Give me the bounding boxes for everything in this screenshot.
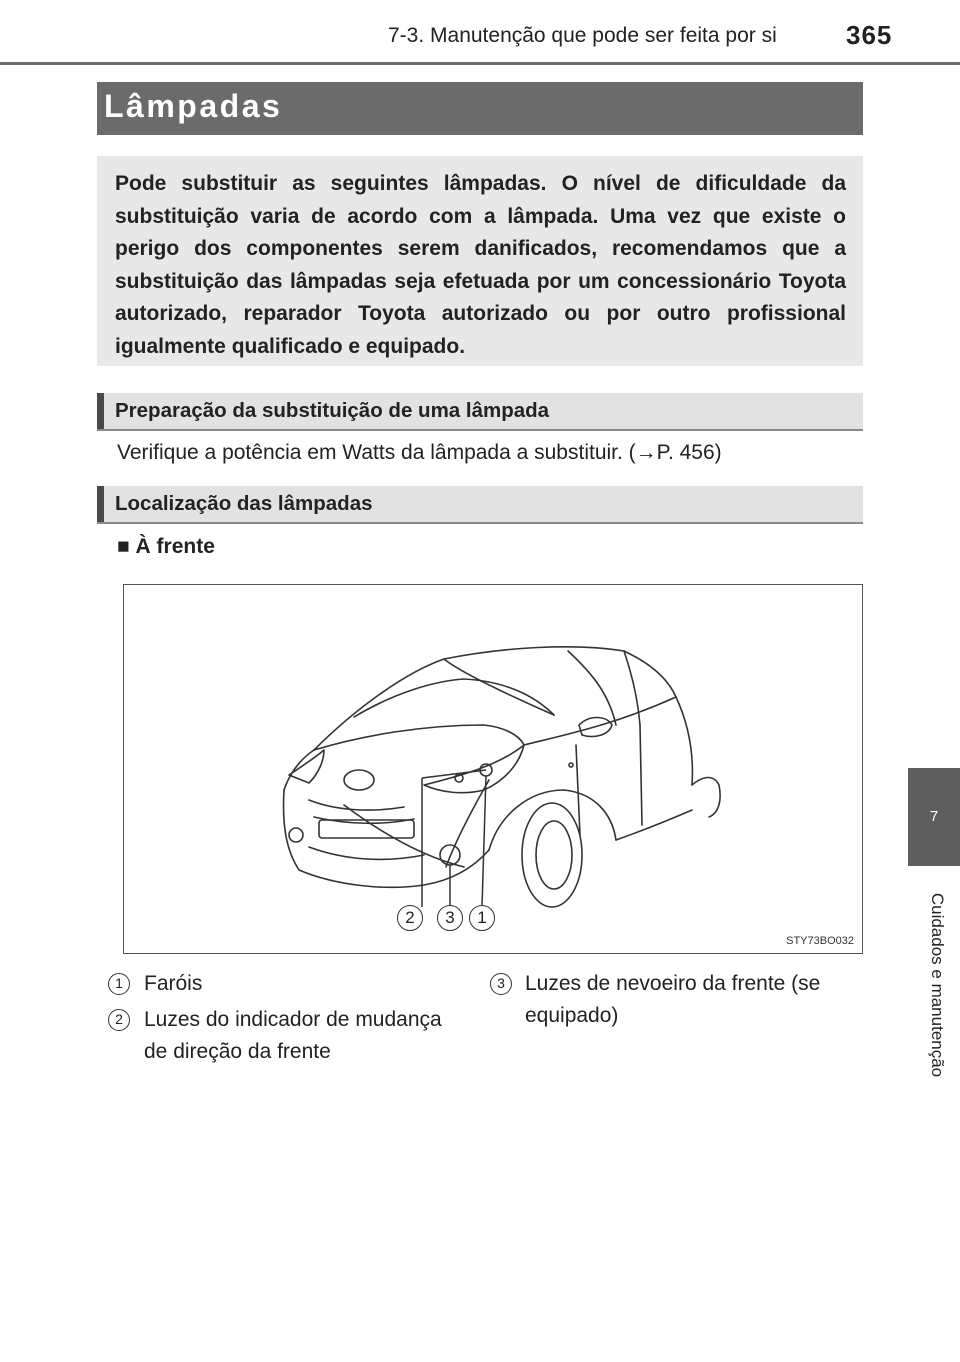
heading-marker xyxy=(97,486,104,522)
section-heading-preparation xyxy=(97,393,863,431)
bullet-heading-text: À frente xyxy=(135,535,215,558)
chapter-label: Cuidados e manutenção xyxy=(928,892,947,1078)
intro-box xyxy=(97,156,863,366)
body-text: Verifique a potência em Watts da lâmpada a substituir. (→P. 456) xyxy=(117,441,722,464)
page-title: Lâmpadas xyxy=(104,88,283,124)
chapter-tab xyxy=(908,768,960,866)
square-bullet-icon: ■ xyxy=(117,535,130,558)
legend-text-1: Faróis xyxy=(144,972,203,995)
legend-number-3: 3 xyxy=(490,973,512,995)
section-heading-location xyxy=(97,486,863,524)
header-rule xyxy=(0,62,960,65)
chapter-number: 7 xyxy=(929,808,939,825)
intro-text: Pode substituir as seguintes lâmpadas. O nível de dificuldade da substituição varia de acordo com a lâmpada. Uma vez que existe o perigo dos componentes serem danificados, recomendamos que a substituição das lâmpadas seja efetuada por um concessionário Toyota autorizado, reparador Toyota autorizado ou por outro profissional igualmente qualificado e equipado. xyxy=(115,172,846,358)
legend-text-2: Luzes do indicador de mudança de direção da frente xyxy=(144,1008,442,1063)
running-header: 7-3. Manutenção que pode ser feita por si xyxy=(388,24,777,47)
heading-marker xyxy=(97,393,104,429)
car-front-illustration xyxy=(123,584,863,954)
legend-number-1: 1 xyxy=(108,973,130,995)
legend-number-2: 2 xyxy=(108,1009,130,1031)
figure-code: STY73BO032 xyxy=(786,935,854,947)
callout-2: 2 xyxy=(397,905,423,931)
section-heading-text: Preparação da substituição de uma lâmpada xyxy=(115,399,550,422)
bullet-heading xyxy=(117,535,215,559)
page-number: 365 xyxy=(846,20,893,50)
car-line-drawing xyxy=(124,585,864,955)
legend-text-3: Luzes de nevoeiro da frente (se equipado) xyxy=(525,972,821,1027)
title-bar xyxy=(97,82,863,135)
callout-3: 3 xyxy=(437,905,463,931)
callout-1: 1 xyxy=(469,905,495,931)
section-heading-text: Localização das lâmpadas xyxy=(115,492,373,515)
